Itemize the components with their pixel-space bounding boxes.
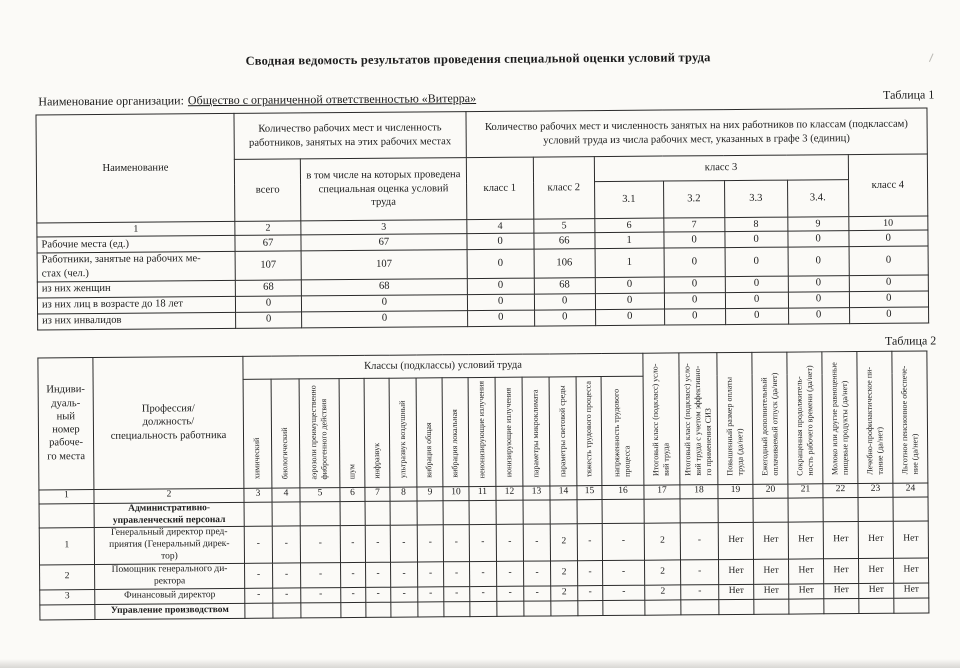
table1-value-cell: 0: [849, 275, 929, 292]
table1-value-cell: 0: [848, 230, 928, 247]
table2-value-cell: Нет: [823, 522, 858, 559]
table2-empty-cell: [789, 599, 824, 614]
table1-number-cell: 10: [848, 216, 928, 231]
table2-value-cell: -: [603, 560, 645, 585]
table2-number-cell: 14: [550, 485, 577, 499]
table2-factor-col-label: биологический: [280, 427, 290, 480]
table2-value-cell: 2: [644, 523, 680, 560]
table2-factor-col-label: вибрация общая: [424, 422, 434, 479]
table2-empty-cell: [245, 603, 273, 618]
table2-number-cell: 24: [893, 483, 928, 497]
table2-value-cell: Нет: [894, 583, 929, 598]
table2-value-cell: -: [578, 585, 603, 600]
table2-empty-cell: [824, 598, 859, 613]
table2-empty-cell: [523, 500, 550, 525]
table2-empty-cell: [718, 498, 753, 523]
table2-value-cell: -: [443, 525, 469, 562]
table2-number-cell: 4: [272, 488, 300, 502]
table2-result-col-label: Ежегодный дополнительный оплачиваемый отпуск (да/нет): [759, 372, 780, 476]
table2-value-cell: -: [391, 587, 418, 602]
table2-number-cell: 21: [788, 483, 823, 497]
table2-factor-col-label: напряженность трудового процесса: [611, 388, 632, 477]
table2-value-cell: -: [680, 523, 718, 560]
table1-summary: [35, 107, 929, 330]
table1-col-class1: класс 1: [466, 157, 534, 220]
table2-empty-cell: [550, 499, 577, 524]
table1-value-cell: 106: [534, 249, 595, 278]
table2-value-cell: -: [340, 526, 365, 563]
table1-value-cell: 0: [725, 276, 788, 292]
table2-value-cell: -: [273, 563, 301, 588]
table1-col-class3-3: 3.3: [724, 180, 787, 217]
table1-number-cell: 5: [534, 219, 595, 233]
table1-value-cell: 0: [725, 292, 788, 308]
table1-value-cell: 0: [595, 293, 664, 310]
table2-result-col-header: [643, 352, 680, 484]
table2-factor-col-label: неионизирующие излучения: [476, 380, 487, 478]
table1-value-cell: 0: [788, 231, 849, 247]
table2-value-cell: Нет: [719, 559, 754, 584]
organization-name: Общество с ограниченной ответственностью «Витерра»: [187, 91, 477, 108]
table2-empty-cell: [391, 602, 418, 617]
table2-empty-cell: [577, 499, 602, 524]
table2-empty-cell: [894, 598, 929, 613]
table2-factor-col-label: тяжесть трудового процесса: [583, 381, 594, 477]
table2-value-cell: -: [497, 586, 524, 601]
table2-empty-cell: [301, 602, 341, 617]
table2-number-cell: 17: [644, 485, 680, 499]
table2-value-cell: -: [602, 524, 644, 561]
table2-empty-cell: [823, 497, 858, 522]
table2-value-cell: -: [245, 588, 273, 603]
table2-number-cell: 8: [390, 487, 417, 501]
table2-result-col-header: [717, 352, 753, 484]
table1-value-cell: 0: [302, 310, 468, 327]
table1-row-label: из них женщин: [37, 280, 235, 298]
table2-value-cell: 2: [645, 585, 681, 600]
table2-empty-cell: [366, 602, 391, 617]
table2-col-profession: Профессия/ должность/ специальность работника: [93, 356, 244, 489]
table2-num-cell: 2: [40, 565, 95, 590]
table2-row-label: Помощник генерального ди- ректора: [95, 563, 245, 589]
table2-empty-cell: [719, 599, 754, 614]
table2-empty-cell: [470, 601, 497, 616]
table1-value-cell: 0: [467, 278, 534, 295]
table2-empty-cell: [602, 499, 644, 524]
table1-value-cell: 0: [664, 276, 725, 292]
organization-line: [38, 87, 934, 109]
table2-value-cell: -: [444, 586, 470, 601]
table1-col-class3-4: 3.4.: [787, 180, 848, 217]
table1-number-cell: 9: [787, 217, 848, 231]
table2-factor-col-label: химический: [252, 438, 262, 480]
table2-value-cell: Нет: [753, 522, 788, 559]
table1-row-label: из них инвалидов: [38, 312, 236, 330]
table2-empty-cell: [418, 602, 444, 617]
table2-value-cell: Нет: [718, 523, 753, 560]
table2-result-col-label: Итоговый класс (подкласс) усло- вий труда: [650, 363, 671, 477]
table2-value-cell: 2: [551, 586, 578, 601]
table2-value-cell: -: [524, 586, 551, 601]
table2-empty-cell: [603, 600, 645, 615]
table1-header: [36, 108, 928, 223]
table2-number-cell: 11: [469, 486, 496, 500]
table2-value-cell: 2: [551, 561, 578, 586]
table1-value-cell: 0: [664, 248, 725, 277]
table2-empty-cell: [273, 603, 301, 618]
table1-value-cell: 67: [301, 234, 467, 251]
table1-value-cell: 0: [467, 233, 534, 250]
table2-empty-cell: [341, 602, 366, 617]
table1-row-label: из них лиц в возрасте до 18 лет: [37, 296, 235, 314]
table1-value-cell: 0: [235, 295, 301, 312]
table2-number-cell: 6: [340, 487, 365, 501]
table2-empty-cell: [680, 498, 718, 523]
table2-factor-col-header: [364, 378, 390, 487]
table2-value-cell: -: [273, 588, 301, 603]
table2-header: [38, 351, 928, 504]
table2-factor-col-header: [299, 378, 340, 487]
table2-factor-col-label: шум: [347, 463, 357, 479]
table1-value-cell: 0: [664, 232, 725, 248]
table2-section-label: Административно- управленческий персонал: [94, 502, 244, 528]
table2-num-cell: 1: [39, 528, 94, 565]
table2-value-cell: -: [341, 562, 366, 587]
table2-row-label: Генеральный директор пред- приятия (Генеральный дирек- тор): [94, 527, 244, 565]
table2-value-cell: Нет: [858, 522, 893, 559]
table2-factor-col-header: [416, 377, 443, 486]
table2-value-cell: -: [681, 560, 719, 585]
table2-empty-cell: [578, 600, 603, 615]
table2-empty-cell: [443, 500, 469, 525]
table1-value-cell: 0: [788, 247, 849, 276]
table1-value-cell: 0: [788, 291, 849, 307]
table2-number-cell: 19: [718, 484, 753, 498]
table2-number-cell: 22: [823, 483, 858, 497]
table2-result-col-header: [787, 351, 823, 483]
page-title: Сводная ведомость результатов проведения специальной оценки условий труда: [245, 50, 711, 68]
table1-value-cell: 0: [236, 311, 302, 328]
table2-number-cell: 9: [417, 486, 443, 500]
table2-result-col-header: [822, 351, 858, 483]
table2-header-row-1: [38, 351, 927, 381]
table1-value-cell: 107: [301, 250, 467, 280]
table2-number-cell: 10: [443, 486, 469, 500]
table1-value-cell: 68: [235, 279, 301, 296]
table2-factor-col-header: [576, 376, 602, 485]
table2-value-cell: -: [681, 584, 719, 599]
table2-section-label: Управление производством: [95, 603, 245, 619]
table1-value-cell: 0: [788, 275, 849, 291]
table1-value-cell: 0: [467, 310, 534, 327]
table2-result-col-header: [752, 352, 788, 484]
table2-value-cell: Нет: [859, 558, 894, 583]
table2-num-cell: [40, 604, 95, 619]
table2-empty-cell: [524, 601, 551, 616]
table2-number-cell: 7: [365, 487, 390, 501]
table2-number-cell: 5: [300, 487, 340, 501]
table1-value-cell: 68: [301, 278, 467, 295]
table2-number-cell: 16: [602, 485, 644, 499]
table2-value-cell: -: [365, 526, 390, 563]
table2-empty-cell: [753, 498, 788, 523]
table2-factor-col-header: [243, 379, 272, 488]
table2-number-cell: 2: [94, 488, 244, 503]
table2-factor-col-header: [442, 377, 469, 486]
table2-value-cell: -: [244, 527, 272, 564]
table1-value-cell: 0: [534, 309, 595, 325]
table1-number-cell: 6: [594, 218, 663, 233]
table2-value-cell: -: [418, 587, 444, 602]
table2-result-col-label: Сокращенная продолжитель- ность рабочего времени (да/нет): [794, 364, 815, 476]
table2-empty-cell: [272, 502, 300, 527]
table2-value-cell: Нет: [789, 584, 824, 599]
table1-col-total: всего: [234, 159, 301, 222]
table2-factor-col-header: [522, 376, 550, 485]
table2-value-cell: Нет: [754, 584, 789, 599]
table2-value-cell: -: [390, 525, 417, 562]
table2-value-cell: -: [391, 562, 418, 587]
organization-text: [38, 91, 476, 109]
table2-factor-col-header: [271, 378, 300, 487]
table2-number-cell: 13: [523, 486, 550, 500]
table2-workplaces: [37, 350, 929, 620]
table2-value-cell: -: [301, 563, 341, 588]
table2-result-col-header: [679, 352, 718, 484]
table1-value-cell: 0: [849, 246, 929, 275]
table1-value-cell: 0: [664, 292, 725, 308]
table2-value-cell: -: [366, 562, 391, 587]
table1-row-label: Рабочие места (ед.): [37, 235, 235, 253]
table1-number-cell: 1: [37, 221, 235, 237]
table2-number-cell: 3: [244, 488, 272, 502]
table2-value-cell: -: [578, 561, 603, 586]
table2-empty-cell: [681, 599, 719, 614]
table2-result-col-label: Молоко или другие равноценные пищевые продукты (да/нет): [829, 362, 850, 476]
table2-factor-col-header: [549, 376, 577, 485]
table1-value-cell: 0: [725, 247, 788, 276]
table1-value-cell: 66: [534, 233, 595, 249]
table2-row-label: Финансовый директор: [95, 588, 245, 604]
table1-value-cell: 1: [595, 232, 664, 249]
table2-factor-col-label: параметры световой среды: [557, 385, 568, 478]
table2-result-col-label: Льготное пенсионное обеспече- ние (да/нет): [899, 365, 920, 475]
table2-value-cell: -: [603, 585, 645, 600]
table1-value-cell: 67: [235, 235, 301, 252]
table2-empty-cell: [754, 599, 789, 614]
table1-value-cell: 0: [788, 307, 849, 323]
table2-factor-col-header: [495, 377, 523, 486]
organization-label: Наименование организации:: [38, 93, 184, 109]
table2-value-cell: 2: [645, 560, 681, 585]
table2-empty-cell: [496, 500, 523, 525]
table2-value-cell: Нет: [719, 584, 754, 599]
table2-empty-cell: [859, 598, 894, 613]
table1-value-cell: 0: [725, 231, 788, 247]
table1-caption: Таблица 1: [882, 87, 935, 102]
table2-empty-cell: [444, 601, 470, 616]
table2-value-cell: -: [366, 587, 391, 602]
table2-factor-col-label: ультразвук воздушный: [397, 400, 408, 479]
table2-value-cell: Нет: [754, 559, 789, 584]
table2-number-cell: 23: [858, 483, 893, 497]
table1-number-cell: 7: [664, 218, 725, 232]
table1-col-class3-2: 3.2: [663, 181, 724, 218]
table1-group-workplaces: Количество рабочих мест и численность работников, занятых на этих рабочих местах: [234, 112, 466, 160]
table2-col-workplace-number: Индиви- дуаль- ный номер рабоче- го места: [38, 357, 94, 490]
table2-value-cell: Нет: [859, 583, 894, 598]
table2-body: [39, 497, 929, 620]
table2-factor-col-label: параметры микроклимата: [530, 389, 541, 478]
table2-empty-cell: [417, 500, 443, 525]
table2-num-cell: 3: [40, 589, 95, 604]
table2-factor-col-label: аэрозоли преимущественно фиброгенного действия: [308, 384, 329, 480]
table1-value-cell: 0: [595, 309, 664, 326]
table2-group-classes: Классы (подклассы) условий труда: [243, 353, 643, 379]
table2-factor-col-label: вибрация локальная: [450, 409, 460, 479]
table2-value-cell: -: [272, 526, 300, 563]
table1-body: [37, 216, 929, 330]
table1-value-cell: 0: [849, 291, 929, 308]
table1-value-cell: 0: [467, 249, 534, 278]
table1-number-cell: 2: [235, 221, 301, 236]
table1-value-cell: 0: [467, 294, 534, 311]
table2-value-cell: -: [523, 524, 550, 561]
table1-col-class3: класс 3: [594, 155, 848, 182]
table2-empty-cell: [244, 502, 272, 527]
table2-value-cell: Нет: [893, 521, 928, 558]
table2-result-col-label: Лечебно-профилактическое пи- тание (да/нет): [864, 366, 885, 475]
table2-value-cell: Нет: [789, 559, 824, 584]
table2-factor-col-label: ионизирующие излучения: [503, 388, 514, 478]
table2-number-cell: 18: [680, 484, 718, 498]
table1-row-label: Работники, занятые на рабочих ме- стах (чел.): [37, 251, 235, 281]
table2-value-cell: Нет: [788, 522, 823, 559]
table2-value-cell: 2: [550, 524, 577, 561]
table2-number-cell: 1: [39, 489, 94, 503]
table2-result-col-label: Итоговый класс (подкласс) усло- вий труда с учетом эффективно- го применения СИЗ: [682, 363, 714, 477]
table1-number-cell: 8: [724, 217, 787, 231]
table2-value-cell: Нет: [824, 559, 859, 584]
table2-value-cell: Нет: [824, 583, 859, 598]
table2-value-cell: -: [418, 562, 444, 587]
document-sheet: [0, 48, 960, 620]
table2-result-col-label: Повышенный размер оплаты труда (да/нет): [724, 377, 745, 476]
table1-number-cell: 3: [301, 220, 467, 235]
table2-empty-cell: [469, 500, 496, 525]
table2-number-cell: 20: [753, 484, 788, 498]
table2-num-cell: [39, 503, 94, 528]
table2-empty-cell: [300, 501, 340, 526]
table2-empty-cell: [858, 497, 893, 522]
table2-value-cell: -: [444, 562, 470, 587]
table1-value-cell: 0: [725, 308, 788, 324]
table2-empty-cell: [340, 501, 365, 526]
table2-result-col-header: [892, 351, 928, 483]
table1-value-cell: 0: [302, 294, 468, 311]
table2-number-cell: 12: [496, 486, 523, 500]
table2-value-cell: -: [469, 525, 496, 562]
table2-empty-cell: [788, 497, 823, 522]
table1-value-cell: 0: [534, 293, 595, 309]
table2-value-cell: -: [470, 561, 497, 586]
table1-number-cell: 4: [467, 219, 534, 234]
table2-result-col-header: [857, 351, 893, 483]
table2-empty-cell: [893, 497, 928, 522]
table2-value-cell: -: [524, 561, 551, 586]
table2-empty-cell: [365, 501, 390, 526]
table2-empty-cell: [645, 600, 681, 615]
table2-value-cell: -: [417, 525, 443, 562]
table1-col-name: Наименование: [36, 113, 235, 223]
table2-empty-cell: [551, 601, 578, 616]
table2-value-cell: Нет: [894, 558, 929, 583]
table2-factor-col-header: [601, 376, 644, 485]
table2-value-cell: -: [496, 525, 523, 562]
table1-col-class2: класс 2: [533, 157, 594, 219]
table1-col-class4: класс 4: [848, 154, 928, 217]
table2-factor-col-header: [389, 378, 417, 487]
table2-value-cell: -: [301, 587, 341, 602]
table2-factor-col-label: инфразвук: [371, 442, 382, 479]
table2-number-cell: 15: [577, 485, 602, 499]
table1-value-cell: 0: [664, 308, 725, 324]
table2-value-cell: -: [470, 586, 497, 601]
table2-value-cell: -: [245, 563, 273, 588]
table2-value-cell: -: [497, 561, 524, 586]
table2-value-cell: -: [577, 524, 602, 561]
table2-empty-cell: [497, 601, 524, 616]
table1-value-cell: 0: [849, 307, 929, 324]
table2-value-cell: -: [341, 587, 366, 602]
table2-empty-cell: [390, 501, 417, 526]
table2-factor-col-header: [468, 377, 496, 486]
table2-empty-cell: [644, 499, 680, 524]
table1-col-assessed: в том числе на которых проведена специальная оценка условий труда: [300, 158, 466, 221]
table1-value-cell: 107: [235, 251, 301, 280]
table2-caption: Таблица 2: [884, 332, 937, 348]
table2-factor-col-header: [339, 378, 365, 487]
table1-col-class3-1: 3.1: [594, 181, 663, 219]
table1-value-cell: 1: [595, 248, 664, 277]
table1-value-cell: 0: [595, 277, 664, 294]
table2-value-cell: -: [300, 526, 340, 563]
table1-group-classes: Количество рабочих мест и численность занятых на них работников по классам (подклассам) условий труда из числа рабочих мест, указанных в графе 3 (единиц): [466, 108, 928, 158]
table1-value-cell: 68: [534, 277, 595, 293]
